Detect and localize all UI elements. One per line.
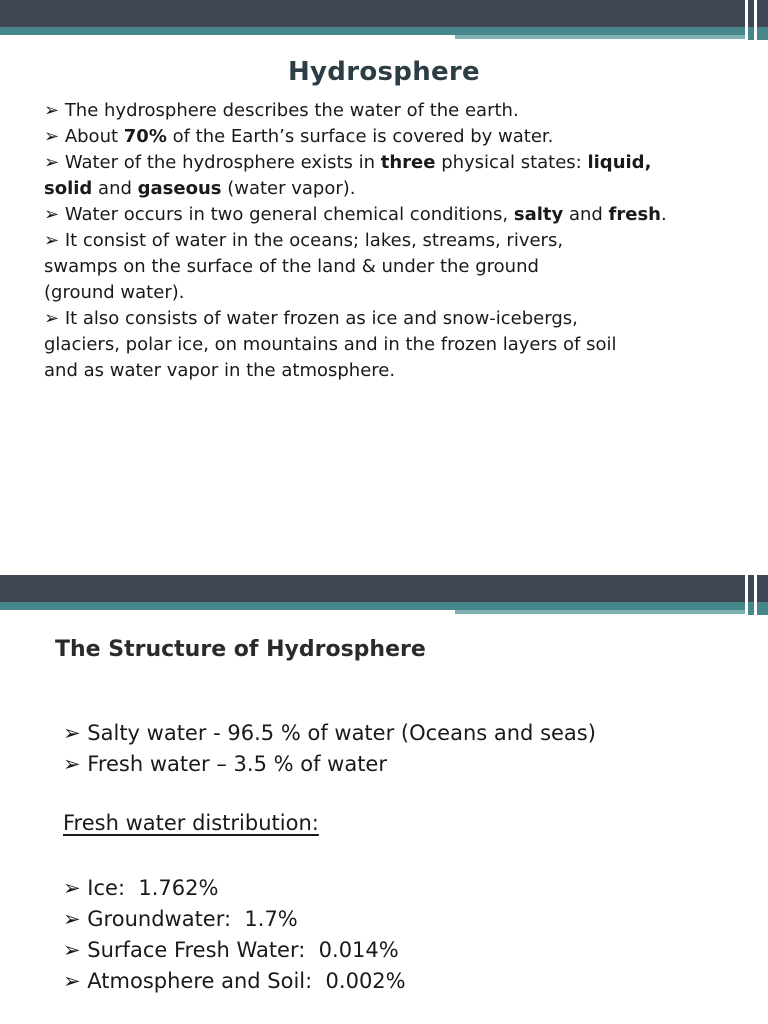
list-item: ➢ Surface Fresh Water: 0.014% bbox=[63, 938, 399, 962]
arrow-bullet-icon: ➢ bbox=[63, 938, 88, 962]
list-item: ➢ It consist of water in the oceans; lakes, streams, rivers, bbox=[44, 230, 564, 251]
list-item: ➢ It also consists of water frozen as ice and snow-icebergs, bbox=[44, 308, 578, 329]
distribution-list bbox=[63, 873, 406, 997]
list-item-continuation: (ground water). bbox=[44, 282, 185, 303]
list-item: ➢ Water of the hydrosphere exists in three physical states: liquid, bbox=[44, 152, 652, 173]
arrow-bullet-icon: ➢ bbox=[44, 100, 65, 121]
slide-structure bbox=[0, 575, 768, 1024]
list-item: ➢ Groundwater: 1.7% bbox=[63, 907, 298, 931]
slide-header-band bbox=[0, 575, 768, 615]
slide-title: Hydrosphere bbox=[288, 57, 480, 87]
water-type-list bbox=[63, 718, 596, 780]
slide-header-band bbox=[0, 0, 768, 40]
arrow-bullet-icon: ➢ bbox=[44, 230, 65, 251]
bullet-list bbox=[44, 98, 714, 384]
arrow-bullet-icon: ➢ bbox=[44, 308, 65, 329]
arrow-bullet-icon: ➢ bbox=[63, 969, 88, 993]
list-item: ➢ Salty water - 96.5 % of water (Oceans and seas) bbox=[63, 721, 596, 745]
arrow-bullet-icon: ➢ bbox=[63, 752, 88, 776]
list-item: ➢ Fresh water – 3.5 % of water bbox=[63, 752, 387, 776]
arrow-bullet-icon: ➢ bbox=[63, 876, 88, 900]
list-item-continuation: swamps on the surface of the land & under the ground bbox=[44, 256, 539, 277]
arrow-bullet-icon: ➢ bbox=[44, 204, 65, 225]
list-item: ➢ The hydrosphere describes the water of the earth. bbox=[44, 100, 519, 121]
fresh-water-subheading: Fresh water distribution: bbox=[63, 811, 319, 835]
list-item-continuation: and as water vapor in the atmosphere. bbox=[44, 360, 396, 381]
list-item: ➢ Ice: 1.762% bbox=[63, 876, 219, 900]
arrow-bullet-icon: ➢ bbox=[44, 126, 65, 147]
slide-title: The Structure of Hydrosphere bbox=[55, 637, 426, 662]
list-item: ➢ About 70% of the Earth’s surface is covered by water. bbox=[44, 126, 554, 147]
list-item: ➢ Atmosphere and Soil: 0.002% bbox=[63, 969, 406, 993]
arrow-bullet-icon: ➢ bbox=[44, 152, 65, 173]
arrow-bullet-icon: ➢ bbox=[63, 907, 88, 931]
list-item: ➢ Water occurs in two general chemical conditions, salty and fresh. bbox=[44, 204, 667, 225]
arrow-bullet-icon: ➢ bbox=[63, 721, 88, 745]
list-item-continuation: solid and gaseous (water vapor). bbox=[44, 178, 356, 199]
list-item-continuation: glaciers, polar ice, on mountains and in the frozen layers of soil bbox=[44, 334, 617, 355]
